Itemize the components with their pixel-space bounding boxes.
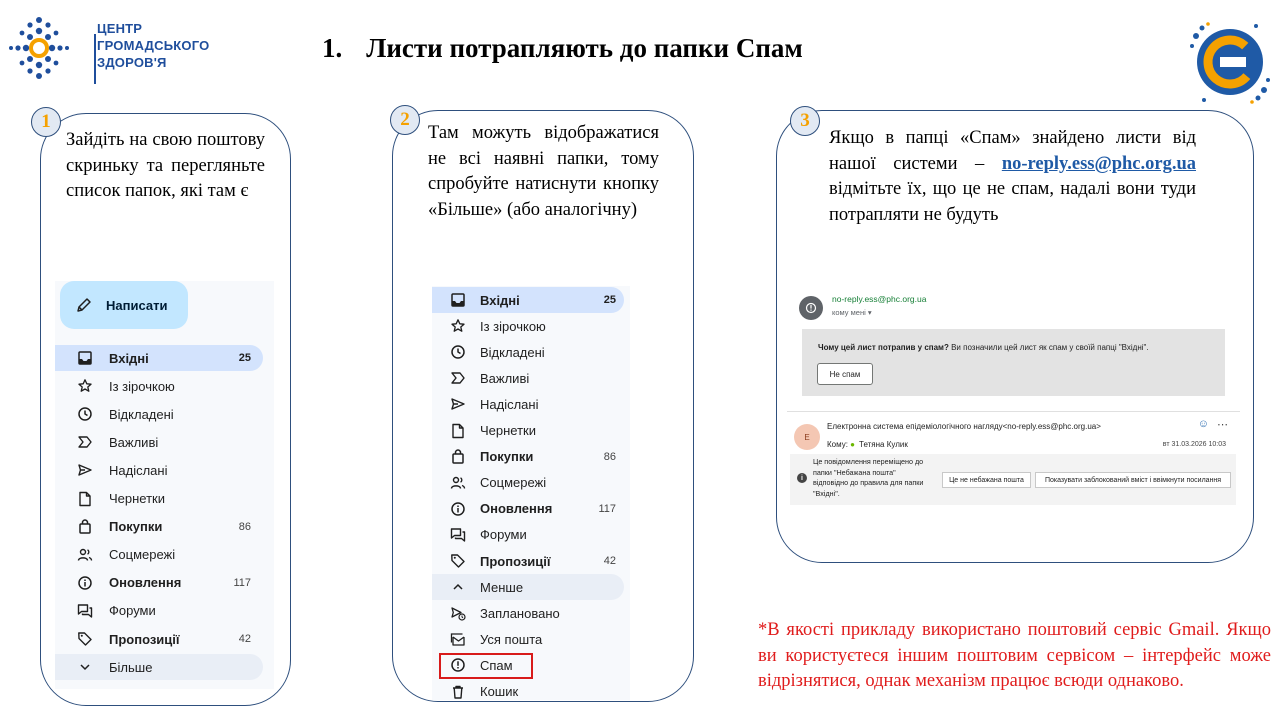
- gmail-spam-screenshot: [790, 286, 1235, 398]
- not-junk-button[interactable]: Це не небажана пошта: [942, 472, 1031, 488]
- all-mail-icon: [450, 631, 466, 647]
- sidebar-item-tag[interactable]: [55, 626, 263, 652]
- show-blocked-content-button[interactable]: Показувати заблокований вміст і ввімкнути посилання: [1035, 472, 1231, 488]
- chevron-down-icon: [77, 659, 93, 675]
- unread-count: 25: [238, 352, 251, 364]
- compose-button[interactable]: [60, 281, 188, 329]
- sidebar-item-inbox[interactable]: [432, 287, 624, 313]
- unread-count: 117: [598, 502, 616, 515]
- presence-icon: ●: [850, 440, 855, 449]
- step-3-badge: 3: [790, 106, 820, 136]
- scheduled-icon: [450, 605, 466, 621]
- message-date: вт 31.03.2026 10:03: [1162, 441, 1226, 448]
- draft-icon: [450, 423, 466, 439]
- send-icon: [77, 462, 93, 478]
- step-2-text: Там можуть відображатися не всі наявні папки, тому спробуйте натиснути кнопку «Більше» (або аналогічну): [428, 123, 659, 220]
- caret-down-icon: ▾: [867, 308, 872, 317]
- sidebar-item-forum[interactable]: [432, 522, 624, 548]
- sidebar-item-label: Відкладені: [109, 406, 174, 422]
- draft-icon: [77, 491, 93, 507]
- trash-icon: [450, 684, 466, 700]
- not-spam-button[interactable]: Не спам: [817, 363, 873, 385]
- sidebar-item-send[interactable]: [432, 391, 624, 417]
- warning-icon: [805, 302, 817, 314]
- forum-icon: [450, 527, 466, 543]
- sidebar-item-people[interactable]: [432, 470, 624, 496]
- sidebar-item-label: Соцмережі: [109, 547, 176, 563]
- sidebar-item-draft[interactable]: [55, 486, 263, 512]
- sidebar-item-label: Покупки: [480, 449, 534, 465]
- title-text: Листи потрапляють до папки Спам: [366, 33, 803, 63]
- step-3-text: Якщо в папці «Спам» знайдено листи від нашої системи – no-reply.ess@phc.org.ua відмітьте їх, що це не спам, надалі вони туди потрапляти не будуть: [829, 128, 1196, 225]
- inbox-icon: [450, 292, 466, 308]
- sidebar-item-label: Більше: [109, 659, 153, 675]
- unread-count: 42: [603, 555, 616, 567]
- sidebar-item-label: Відкладені: [480, 344, 545, 360]
- people-icon: [450, 475, 466, 491]
- sidebar-item-label: Оновлення: [480, 501, 553, 517]
- sidebar-item-important[interactable]: [55, 429, 263, 455]
- emoji-react-icon[interactable]: ☺: [1197, 418, 1209, 430]
- sidebar-item-star[interactable]: [432, 313, 624, 339]
- sidebar-item-label: Надіслані: [480, 396, 539, 412]
- step-2-badge: 2: [390, 105, 420, 135]
- sidebar-item-tag[interactable]: [432, 548, 624, 574]
- gmail-sidebar-expanded: [432, 286, 630, 700]
- support-email-link[interactable]: no-reply.ess@phc.org.ua: [1001, 153, 1196, 174]
- step-1-badge: 1: [31, 107, 61, 137]
- avatar: Е: [794, 424, 820, 450]
- people-icon: [77, 547, 93, 563]
- step-1-text: Зайдіть на свою поштову скриньку та перегляньте список папок, які там є: [66, 130, 265, 201]
- shopping-icon: [77, 519, 93, 535]
- spam-reason-panel: [802, 329, 1225, 396]
- junk-info-bar: [790, 454, 1236, 505]
- sidebar-item-shopping[interactable]: [55, 514, 263, 540]
- spam-reason-text: Чому цей лист потрапив у спам? Ви позначили цей лист як спам у своїй папці "Вхідні".: [818, 343, 1149, 352]
- info-icon: i: [797, 473, 807, 483]
- unread-count: 25: [603, 294, 616, 306]
- outlook-junk-screenshot: [787, 411, 1240, 505]
- important-icon: [450, 370, 466, 386]
- tag-icon: [450, 553, 466, 569]
- sidebar-item-star[interactable]: [55, 373, 263, 399]
- org-name: ЦЕНТР ГРОМАДСЬКОГО ЗДОРОВ'Я: [97, 21, 210, 70]
- unread-count: 117: [233, 576, 251, 589]
- junk-message: Це повідомлення переміщено до папки "Небажана пошта" відповідно до правила для папки "Вхідні".: [813, 457, 924, 498]
- sidebar-item-clock[interactable]: [55, 401, 263, 427]
- sender-avatar: [799, 296, 823, 320]
- sidebar-item-inbox[interactable]: [55, 345, 263, 371]
- unread-count: 42: [238, 633, 251, 645]
- sender-address: no-reply.ess@phc.org.ua: [832, 294, 927, 304]
- sidebar-item-chevron-down[interactable]: [55, 654, 263, 680]
- sidebar-item-important[interactable]: [432, 365, 624, 391]
- unread-count: 86: [238, 520, 251, 533]
- sidebar-item-forum[interactable]: [55, 598, 263, 624]
- star-icon: [450, 318, 466, 334]
- sidebar-item-label: Із зірочкою: [480, 318, 546, 334]
- ess-logo-icon: [1186, 18, 1274, 106]
- message-actions: [1198, 418, 1228, 431]
- footnote: *В якості прикладу використано поштовий сервіс Gmail. Якщо ви користуєтеся іншим поштовим сервісом – інтерфейс може відрізнятися, однак механізм працює всюди однаково.: [758, 620, 1271, 691]
- compose-label: Написати: [106, 297, 168, 313]
- sidebar-item-clock[interactable]: [432, 339, 624, 365]
- sidebar-item-info[interactable]: [432, 496, 624, 522]
- sidebar-item-shopping[interactable]: [432, 444, 624, 470]
- logo-divider: [94, 34, 96, 84]
- sidebar-item-label: Оновлення: [109, 575, 182, 591]
- star-icon: [77, 378, 93, 394]
- forum-icon: [77, 603, 93, 619]
- sidebar-item-label: Форуми: [480, 527, 527, 543]
- sidebar-item-label: Важливі: [480, 370, 530, 386]
- spam-highlight-frame: [439, 653, 533, 679]
- sender-name: Електронна система епідеміологічного нагляду<no-reply.ess@phc.org.ua>: [827, 422, 1101, 431]
- recipient-dropdown[interactable]: кому мені ▾: [832, 308, 872, 317]
- sidebar-item-label: Пропозиції: [109, 631, 180, 647]
- info-icon: [450, 501, 466, 517]
- page-title: [322, 33, 803, 64]
- shopping-icon: [450, 449, 466, 465]
- unread-count: 86: [603, 450, 616, 463]
- sidebar-item-label: Менше: [480, 579, 524, 595]
- inbox-icon: [77, 350, 93, 366]
- info-icon: [77, 575, 93, 591]
- sidebar-item-label: Важливі: [109, 434, 159, 450]
- sidebar-item-label: Спам: [480, 657, 513, 673]
- sidebar-item-chevron-up[interactable]: [432, 574, 624, 600]
- clock-icon: [77, 406, 93, 422]
- sidebar-item-label: Пропозиції: [480, 553, 551, 569]
- sidebar-item-draft[interactable]: [432, 418, 624, 444]
- sidebar-item-all-mail[interactable]: [432, 626, 624, 652]
- sidebar-item-label: Уся пошта: [480, 631, 543, 647]
- sidebar-item-label: Із зірочкою: [109, 378, 175, 394]
- important-icon: [77, 434, 93, 450]
- tag-icon: [77, 631, 93, 647]
- sidebar-item-send[interactable]: [55, 457, 263, 483]
- sidebar-item-people[interactable]: [55, 542, 263, 568]
- sidebar-item-label: Соцмережі: [480, 475, 547, 491]
- sidebar-item-label: Чернетки: [480, 423, 537, 438]
- gmail-sidebar-collapsed: [55, 281, 274, 689]
- sidebar-item-label: Надіслані: [109, 462, 168, 478]
- sidebar-item-label: Форуми: [109, 603, 156, 619]
- sidebar-item-info[interactable]: [55, 570, 263, 596]
- clock-icon: [450, 344, 466, 360]
- phc-emblem-icon: [6, 12, 78, 84]
- sidebar-item-label: Покупки: [109, 519, 163, 535]
- send-icon: [450, 396, 466, 412]
- chevron-up-icon: [450, 579, 466, 595]
- sidebar-item-label: Вхідні: [480, 292, 520, 308]
- sidebar-item-label: Вхідні: [109, 350, 149, 366]
- sidebar-item-label: Чернетки: [109, 491, 166, 506]
- sidebar-item-label: Заплановано: [480, 605, 560, 621]
- sidebar-item-scheduled[interactable]: [432, 600, 624, 626]
- pencil-icon: [76, 297, 92, 313]
- sidebar-item-trash[interactable]: [432, 679, 624, 705]
- recipient-line: Кому: ● Тетяна Кулик: [827, 440, 908, 449]
- title-number: 1.: [322, 33, 343, 63]
- more-options-icon[interactable]: ⋯: [1217, 419, 1228, 431]
- sidebar-item-label: Кошик: [480, 684, 519, 699]
